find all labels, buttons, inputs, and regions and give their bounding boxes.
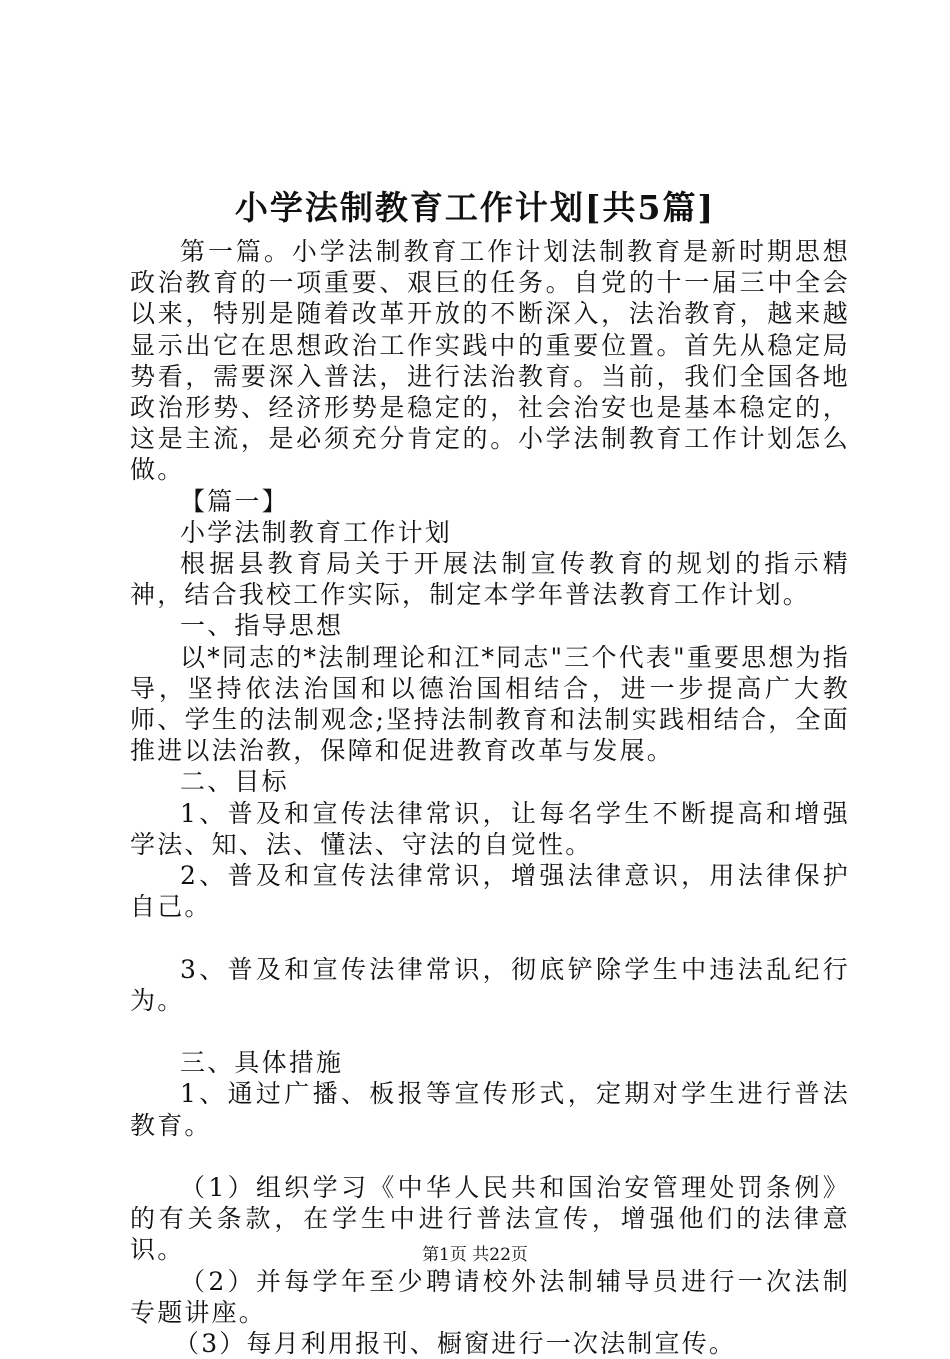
heading-measures: 三、具体措施 xyxy=(180,1048,344,1078)
heading-guiding-thought: 一、指导思想 xyxy=(180,611,344,641)
paragraph-measure-1-b: （2）并每学年至少聘请校外法制辅导员进行一次法制专题讲座。 xyxy=(130,1266,850,1327)
paragraph-measure-1-a: （1）组织学习《中华人民共和国治安管理处罚条例》的有关条款，在学生中进行普法宣传，增强他们的法律意识。 xyxy=(130,1173,850,1265)
paragraph-section-label: 【篇一】 xyxy=(180,486,289,516)
document-title: 小学法制教育工作计划[共5篇] xyxy=(234,188,716,227)
paragraph-goal-3: 3、普及和宣传法律常识，彻底铲除学生中违法乱纪行为。 xyxy=(130,954,850,1015)
document-body xyxy=(130,236,850,1359)
paragraph-guiding-thought: 以*同志的*法制理论和江*同志"三个代表"重要思想为指导，坚持依法治国和以德治国相结合，进一步提高广大教师、学生的法制观念;坚持法制教育和法制实践相结合，全面推进以法治教，保障和促进教育改革与发展。 xyxy=(130,642,850,766)
paragraph-subtitle: 小学法制教育工作计划 xyxy=(180,517,453,547)
paragraph-measure-1-c: （3）每月利用报刊、橱窗进行一次法制宣传。 xyxy=(174,1329,737,1359)
page-number-footer: 第1页 共22页 xyxy=(422,1245,528,1265)
paragraph-preface: 根据县教育局关于开展法制宣传教育的规划的指示精神，结合我校工作实际，制定本学年普法教育工作计划。 xyxy=(130,549,850,610)
paragraph-goal-1: 1、普及和宣传法律常识，让每名学生不断提高和增强学法、知、法、懂法、守法的自觉性。 xyxy=(130,798,850,859)
paragraph-intro: 第一篇。小学法制教育工作计划法制教育是新时期思想政治教育的一项重要、艰巨的任务。自党的十一届三中全会以来，特别是随着改革开放的不断深入，法治教育，越来越显示出它在思想政治工作实践中的重要位置。首先从稳定局势看，需要深入普法，进行法治教育。当前，我们全国各地政治形势、经济形势是稳定的，社会治安也是基本稳定的，这是主流，是必须充分肯定的。小学法制教育工作计划怎么做。 xyxy=(130,237,850,485)
paragraph-goal-2: 2、普及和宣传法律常识，增强法律意识，用法律保护自己。 xyxy=(130,861,850,922)
paragraph-measure-1: 1、通过广播、板报等宣传形式，定期对学生进行普法教育。 xyxy=(130,1079,850,1140)
heading-goals: 二、目标 xyxy=(180,767,289,797)
